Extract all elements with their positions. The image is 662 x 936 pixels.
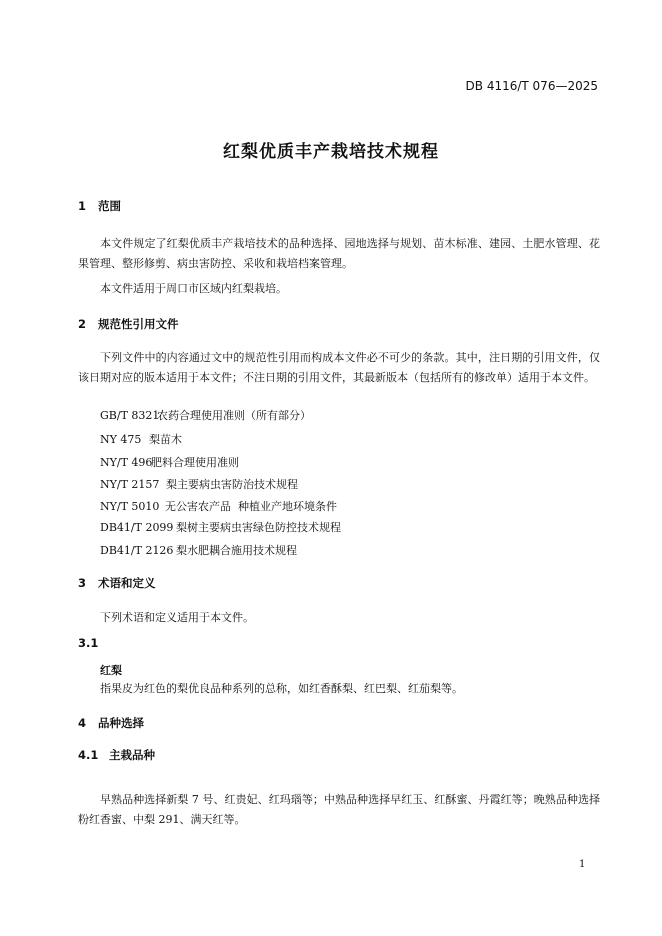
reference-code: GB/T 8321 — [100, 409, 160, 422]
subsection-number: 3.1 — [78, 636, 99, 650]
reference-code: DB41/T 2099 — [100, 521, 174, 534]
section-number: 4 — [78, 716, 87, 730]
reference-item — [100, 498, 337, 514]
reference-item — [100, 454, 239, 470]
subsection-heading-3-1 — [78, 636, 98, 650]
reference-item — [100, 542, 297, 558]
section-number: 2 — [78, 317, 87, 331]
subsection-heading-main-varieties — [78, 747, 155, 763]
reference-item — [100, 431, 182, 447]
term-definition: 指果皮为红色的梨优良品种系列的总称，如红香酥梨、红巴梨、红茄梨等。 — [100, 682, 463, 695]
section-title: 范围 — [98, 199, 121, 213]
section-title: 术语和定义 — [98, 576, 156, 590]
reference-name: 梨树主要病虫害绿色防控技术规程 — [176, 521, 341, 534]
reference-item — [100, 476, 298, 492]
section-heading-normative-references — [78, 316, 179, 332]
reference-name: 农药合理使用准则（所有部分） — [157, 409, 311, 422]
reference-item — [100, 407, 311, 423]
section-title: 品种选择 — [98, 716, 144, 730]
terms-intro-paragraph: 下列术语和定义适用于本文件。 — [100, 611, 254, 624]
reference-code: DB41/T 2126 — [100, 544, 174, 557]
subsection-number: 4.1 — [78, 748, 99, 762]
reference-code: NY/T 496 — [100, 456, 153, 469]
section-heading-variety-selection — [78, 715, 144, 731]
section-number: 1 — [78, 199, 87, 213]
reference-name: 梨苗木 — [149, 433, 182, 446]
page-title: 红梨优质丰产栽培技术规程 — [223, 142, 439, 162]
scope-paragraph-2: 本文件适用于周口市区域内红梨栽培。 — [100, 282, 287, 295]
reference-code: NY/T 2157 — [100, 478, 160, 491]
reference-code: NY/T 5010 — [100, 500, 160, 513]
reference-name: 梨主要病虫害防治技术规程 — [166, 478, 298, 491]
references-intro-paragraph: 下列文件中的内容通过文中的规范性引用而构成本文件必不可少的条款。其中，注日期的引用文件，仅该日期对应的版本适用于本文件；不注日期的引用文件，其最新版本（包括所有的修改单）适用于本文件。 — [78, 351, 600, 384]
reference-name: 肥料合理使用准则 — [151, 456, 239, 469]
reference-name: 无公害农产品 种植业产地环境条件 — [165, 500, 337, 513]
section-number: 3 — [78, 576, 87, 590]
main-varieties-paragraph: 早熟品种选择新梨 7 号、红贵妃、红玛瑙等；中熟品种选择早红玉、红酥蜜、丹霞红等；晚熟品种选择粉红香蜜、中梨 291、满天红等。 — [78, 793, 600, 826]
reference-name: 梨水肥耦合施用技术规程 — [176, 544, 297, 557]
section-heading-scope — [78, 198, 121, 214]
section-title: 规范性引用文件 — [98, 317, 179, 331]
page-number: 1 — [579, 859, 586, 870]
subsection-title: 主栽品种 — [109, 748, 155, 762]
term-name: 红梨 — [100, 664, 122, 677]
document-code: DB 4116/T 076—2025 — [465, 79, 598, 93]
reference-code: NY 475 — [100, 433, 142, 446]
scope-paragraph-1: 本文件规定了红梨优质丰产栽培技术的品种选择、园地选择与规划、苗木标准、建园、土肥水管理、花果管理、整形修剪、病虫害防控、采收和栽培档案管理。 — [78, 237, 600, 270]
reference-item — [100, 519, 341, 535]
section-heading-terms-and-definitions — [78, 575, 156, 591]
